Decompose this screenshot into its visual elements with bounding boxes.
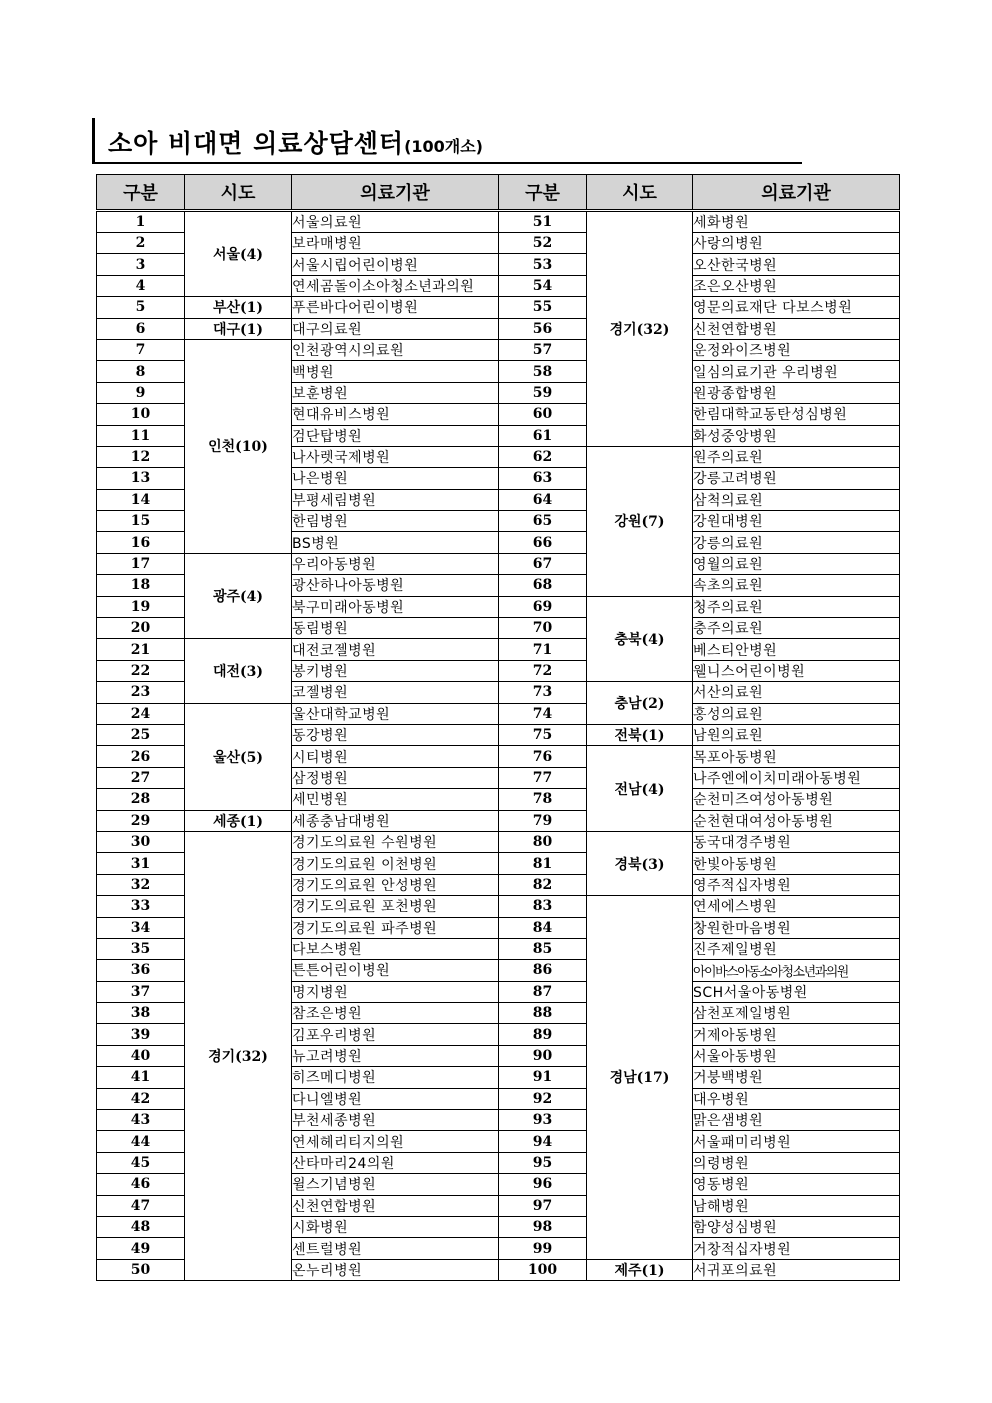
title-block bbox=[92, 118, 802, 164]
header-region-right: 시도 bbox=[587, 175, 693, 211]
header-hospital-left: 의료기관 bbox=[292, 175, 499, 211]
hospital-name: 우리아동병원 bbox=[292, 553, 499, 574]
row-number: 14 bbox=[97, 489, 185, 510]
row-number: 37 bbox=[97, 981, 185, 1002]
hospital-name: 화성중앙병원 bbox=[693, 425, 900, 446]
hospital-name: 속초의료원 bbox=[693, 575, 900, 596]
hospital-name: 오산한국병원 bbox=[693, 254, 900, 275]
row-number: 46 bbox=[97, 1174, 185, 1195]
row-number: 38 bbox=[97, 1003, 185, 1024]
hospital-name: 동림병원 bbox=[292, 618, 499, 639]
row-number: 13 bbox=[97, 468, 185, 489]
hospital-name: 경기도의료원 안성병원 bbox=[292, 874, 499, 895]
row-number: 96 bbox=[499, 1174, 587, 1195]
row-number: 81 bbox=[499, 853, 587, 874]
row-number: 84 bbox=[499, 917, 587, 938]
hospital-name: 서울시립어린이병원 bbox=[292, 254, 499, 275]
row-number: 89 bbox=[499, 1024, 587, 1045]
region-cell: 충남(2) bbox=[587, 682, 693, 725]
row-number: 42 bbox=[97, 1088, 185, 1109]
row-number: 82 bbox=[499, 874, 587, 895]
hospital-name: 다니엘병원 bbox=[292, 1088, 499, 1109]
hospital-name: 삼척의료원 bbox=[693, 489, 900, 510]
row-number: 91 bbox=[499, 1067, 587, 1088]
region-cell: 경북(3) bbox=[587, 831, 693, 895]
hospital-name: BS병원 bbox=[292, 532, 499, 553]
hospital-name: 튼튼어린이병원 bbox=[292, 960, 499, 981]
row-number: 34 bbox=[97, 917, 185, 938]
hospital-name: 시티병원 bbox=[292, 746, 499, 767]
hospital-table bbox=[96, 174, 900, 1281]
hospital-name: 서울아동병원 bbox=[693, 1045, 900, 1066]
row-number: 78 bbox=[499, 789, 587, 810]
hospital-name: 남해병원 bbox=[693, 1195, 900, 1216]
hospital-name: 북구미래아동병원 bbox=[292, 596, 499, 617]
page-title-count: (100개소) bbox=[404, 137, 483, 156]
row-number: 17 bbox=[97, 553, 185, 574]
row-number: 53 bbox=[499, 254, 587, 275]
row-number: 33 bbox=[97, 896, 185, 917]
row-number: 76 bbox=[499, 746, 587, 767]
hospital-name: 광산하나아동병원 bbox=[292, 575, 499, 596]
hospital-name: 서울패미리병원 bbox=[693, 1131, 900, 1152]
row-number: 12 bbox=[97, 446, 185, 467]
row-number: 43 bbox=[97, 1110, 185, 1131]
hospital-name: 충주의료원 bbox=[693, 618, 900, 639]
hospital-name: 아이바스아동소아청소년과의원 bbox=[693, 960, 900, 981]
region-cell: 강원(7) bbox=[587, 446, 693, 596]
region-cell: 대전(3) bbox=[185, 639, 292, 703]
hospital-name: 신천연합병원 bbox=[693, 318, 900, 339]
row-number: 100 bbox=[499, 1259, 587, 1280]
region-cell: 충북(4) bbox=[587, 596, 693, 682]
hospital-name: 동강병원 bbox=[292, 724, 499, 745]
row-number: 1 bbox=[97, 211, 185, 233]
hospital-name: 보라매병원 bbox=[292, 233, 499, 254]
row-number: 9 bbox=[97, 382, 185, 403]
row-number: 79 bbox=[499, 810, 587, 831]
hospital-name: 목포아동병원 bbox=[693, 746, 900, 767]
hospital-name: 한림대학교동탄성심병원 bbox=[693, 404, 900, 425]
hospital-name: 산타마리24의원 bbox=[292, 1152, 499, 1173]
region-cell: 경기(32) bbox=[185, 831, 292, 1280]
table-row bbox=[97, 810, 900, 831]
row-number: 4 bbox=[97, 275, 185, 296]
hospital-name: 윌스기념병원 bbox=[292, 1174, 499, 1195]
row-number: 44 bbox=[97, 1131, 185, 1152]
hospital-name: 사랑의병원 bbox=[693, 233, 900, 254]
hospital-name: 연세헤리티지의원 bbox=[292, 1131, 499, 1152]
row-number: 35 bbox=[97, 938, 185, 959]
region-cell: 서울(4) bbox=[185, 211, 292, 297]
hospital-name: 대전코젤병원 bbox=[292, 639, 499, 660]
hospital-name: SCH서울아동병원 bbox=[693, 981, 900, 1002]
table-row bbox=[97, 639, 900, 660]
row-number: 16 bbox=[97, 532, 185, 553]
row-number: 62 bbox=[499, 446, 587, 467]
row-number: 87 bbox=[499, 981, 587, 1002]
hospital-name: 히즈메디병원 bbox=[292, 1067, 499, 1088]
table-row bbox=[97, 339, 900, 360]
hospital-name: 운정와이즈병원 bbox=[693, 339, 900, 360]
row-number: 3 bbox=[97, 254, 185, 275]
region-cell: 세종(1) bbox=[185, 810, 292, 831]
hospital-name: 청주의료원 bbox=[693, 596, 900, 617]
row-number: 51 bbox=[499, 211, 587, 233]
hospital-name: 영문의료재단 다보스병원 bbox=[693, 297, 900, 318]
hospital-name: 세민병원 bbox=[292, 789, 499, 810]
row-number: 61 bbox=[499, 425, 587, 446]
hospital-name: 진주제일병원 bbox=[693, 938, 900, 959]
row-number: 21 bbox=[97, 639, 185, 660]
row-number: 18 bbox=[97, 575, 185, 596]
row-number: 68 bbox=[499, 575, 587, 596]
hospital-name: 푸른바다어린이병원 bbox=[292, 297, 499, 318]
hospital-name: 경기도의료원 포천병원 bbox=[292, 896, 499, 917]
hospital-name: 서울의료원 bbox=[292, 211, 499, 233]
hospital-name: 강릉고려병원 bbox=[693, 468, 900, 489]
hospital-name: 경기도의료원 이천병원 bbox=[292, 853, 499, 874]
row-number: 28 bbox=[97, 789, 185, 810]
row-number: 31 bbox=[97, 853, 185, 874]
hospital-name: 참조은병원 bbox=[292, 1003, 499, 1024]
row-number: 48 bbox=[97, 1216, 185, 1237]
hospital-name: 대우병원 bbox=[693, 1088, 900, 1109]
hospital-name: 세화병원 bbox=[693, 211, 900, 233]
row-number: 27 bbox=[97, 767, 185, 788]
row-number: 69 bbox=[499, 596, 587, 617]
row-number: 90 bbox=[499, 1045, 587, 1066]
hospital-name: 거제아동병원 bbox=[693, 1024, 900, 1045]
row-number: 25 bbox=[97, 724, 185, 745]
header-region-left: 시도 bbox=[185, 175, 292, 211]
row-number: 10 bbox=[97, 404, 185, 425]
row-number: 50 bbox=[97, 1259, 185, 1280]
row-number: 36 bbox=[97, 960, 185, 981]
hospital-name: 센트럴병원 bbox=[292, 1238, 499, 1259]
row-number: 83 bbox=[499, 896, 587, 917]
hospital-name: 대구의료원 bbox=[292, 318, 499, 339]
page-title bbox=[108, 124, 483, 160]
region-cell: 광주(4) bbox=[185, 553, 292, 639]
page-title-main: 소아 비대면 의료상담센터 bbox=[108, 129, 405, 158]
row-number: 52 bbox=[499, 233, 587, 254]
row-number: 77 bbox=[499, 767, 587, 788]
row-number: 20 bbox=[97, 618, 185, 639]
row-number: 63 bbox=[499, 468, 587, 489]
hospital-name: 다보스병원 bbox=[292, 938, 499, 959]
row-number: 54 bbox=[499, 275, 587, 296]
hospital-name: 한림병원 bbox=[292, 511, 499, 532]
hospital-name: 코젤병원 bbox=[292, 682, 499, 703]
table-row bbox=[97, 318, 900, 339]
row-number: 40 bbox=[97, 1045, 185, 1066]
row-number: 19 bbox=[97, 596, 185, 617]
row-number: 47 bbox=[97, 1195, 185, 1216]
hospital-name: 신천연합병원 bbox=[292, 1195, 499, 1216]
hospital-name: 서귀포의료원 bbox=[693, 1259, 900, 1280]
region-cell: 대구(1) bbox=[185, 318, 292, 339]
hospital-name: 세종충남대병원 bbox=[292, 810, 499, 831]
row-number: 24 bbox=[97, 703, 185, 724]
hospital-name: 경기도의료원 파주병원 bbox=[292, 917, 499, 938]
hospital-name: 동국대경주병원 bbox=[693, 831, 900, 852]
region-cell: 전남(4) bbox=[587, 746, 693, 832]
hospital-name: 영월의료원 bbox=[693, 553, 900, 574]
hospital-name: 부천세종병원 bbox=[292, 1110, 499, 1131]
table-row bbox=[97, 553, 900, 574]
row-number: 39 bbox=[97, 1024, 185, 1045]
row-number: 97 bbox=[499, 1195, 587, 1216]
hospital-name: 강원대병원 bbox=[693, 511, 900, 532]
hospital-name: 거창적십자병원 bbox=[693, 1238, 900, 1259]
row-number: 8 bbox=[97, 361, 185, 382]
row-number: 32 bbox=[97, 874, 185, 895]
title-underline bbox=[92, 162, 802, 164]
row-number: 72 bbox=[499, 660, 587, 681]
region-cell: 경기(32) bbox=[587, 211, 693, 447]
hospital-name: 나은병원 bbox=[292, 468, 499, 489]
row-number: 74 bbox=[499, 703, 587, 724]
hospital-name: 거붕백병원 bbox=[693, 1067, 900, 1088]
region-cell: 울산(5) bbox=[185, 703, 292, 810]
row-number: 49 bbox=[97, 1238, 185, 1259]
row-number: 88 bbox=[499, 1003, 587, 1024]
row-number: 99 bbox=[499, 1238, 587, 1259]
hospital-name: 홍성의료원 bbox=[693, 703, 900, 724]
header-number-right: 구분 bbox=[499, 175, 587, 211]
header-number-left: 구분 bbox=[97, 175, 185, 211]
hospital-name: 맑은샘병원 bbox=[693, 1110, 900, 1131]
hospital-name: 삼정병원 bbox=[292, 767, 499, 788]
row-number: 70 bbox=[499, 618, 587, 639]
row-number: 2 bbox=[97, 233, 185, 254]
hospital-name: 김포우리병원 bbox=[292, 1024, 499, 1045]
row-number: 7 bbox=[97, 339, 185, 360]
hospital-name: 한빛아동병원 bbox=[693, 853, 900, 874]
row-number: 26 bbox=[97, 746, 185, 767]
row-number: 56 bbox=[499, 318, 587, 339]
row-number: 30 bbox=[97, 831, 185, 852]
hospital-name: 경기도의료원 수원병원 bbox=[292, 831, 499, 852]
table-body bbox=[97, 211, 900, 1281]
hospital-name: 순천현대여성아동병원 bbox=[693, 810, 900, 831]
title-accent-bar bbox=[92, 118, 95, 164]
row-number: 64 bbox=[499, 489, 587, 510]
row-number: 65 bbox=[499, 511, 587, 532]
hospital-name: 영동병원 bbox=[693, 1174, 900, 1195]
row-number: 11 bbox=[97, 425, 185, 446]
hospital-name: 온누리병원 bbox=[292, 1259, 499, 1280]
row-number: 22 bbox=[97, 660, 185, 681]
row-number: 95 bbox=[499, 1152, 587, 1173]
row-number: 55 bbox=[499, 297, 587, 318]
table-row bbox=[97, 703, 900, 724]
row-number: 75 bbox=[499, 724, 587, 745]
row-number: 98 bbox=[499, 1216, 587, 1237]
hospital-name: 나주엔에이치미래아동병원 bbox=[693, 767, 900, 788]
hospital-name: 뉴고려병원 bbox=[292, 1045, 499, 1066]
row-number: 60 bbox=[499, 404, 587, 425]
region-cell: 전북(1) bbox=[587, 724, 693, 745]
row-number: 92 bbox=[499, 1088, 587, 1109]
hospital-name: 남원의료원 bbox=[693, 724, 900, 745]
hospital-name: 연세곰돌이소아청소년과의원 bbox=[292, 275, 499, 296]
row-number: 15 bbox=[97, 511, 185, 532]
hospital-name: 서산의료원 bbox=[693, 682, 900, 703]
hospital-name: 원광종합병원 bbox=[693, 382, 900, 403]
row-number: 85 bbox=[499, 938, 587, 959]
row-number: 71 bbox=[499, 639, 587, 660]
hospital-name: 삼천포제일병원 bbox=[693, 1003, 900, 1024]
row-number: 57 bbox=[499, 339, 587, 360]
hospital-name: 영주적십자병원 bbox=[693, 874, 900, 895]
table-row bbox=[97, 831, 900, 852]
hospital-name: 울산대학교병원 bbox=[292, 703, 499, 724]
row-number: 6 bbox=[97, 318, 185, 339]
table-row bbox=[97, 211, 900, 233]
hospital-name: 순천미즈여성아동병원 bbox=[693, 789, 900, 810]
row-number: 66 bbox=[499, 532, 587, 553]
hospital-name: 의령병원 bbox=[693, 1152, 900, 1173]
hospital-name: 강릉의료원 bbox=[693, 532, 900, 553]
row-number: 86 bbox=[499, 960, 587, 981]
hospital-name: 웰니스어린이병원 bbox=[693, 660, 900, 681]
hospital-name: 일심의료기관 우리병원 bbox=[693, 361, 900, 382]
hospital-name: 창원한마음병원 bbox=[693, 917, 900, 938]
hospital-name: 인천광역시의료원 bbox=[292, 339, 499, 360]
hospital-name: 조은오산병원 bbox=[693, 275, 900, 296]
region-cell: 경남(17) bbox=[587, 896, 693, 1260]
row-number: 93 bbox=[499, 1110, 587, 1131]
hospital-name: 원주의료원 bbox=[693, 446, 900, 467]
row-number: 59 bbox=[499, 382, 587, 403]
hospital-name: 현대유비스병원 bbox=[292, 404, 499, 425]
hospital-name: 나사렛국제병원 bbox=[292, 446, 499, 467]
row-number: 94 bbox=[499, 1131, 587, 1152]
hospital-name: 함양성심병원 bbox=[693, 1216, 900, 1237]
hospital-name: 부평세림병원 bbox=[292, 489, 499, 510]
table-header-row bbox=[97, 175, 900, 211]
hospital-name: 명지병원 bbox=[292, 981, 499, 1002]
row-number: 41 bbox=[97, 1067, 185, 1088]
table-row bbox=[97, 297, 900, 318]
hospital-name: 백병원 bbox=[292, 361, 499, 382]
hospital-name: 보훈병원 bbox=[292, 382, 499, 403]
hospital-name: 검단탑병원 bbox=[292, 425, 499, 446]
region-cell: 인천(10) bbox=[185, 339, 292, 553]
hospital-name: 연세에스병원 bbox=[693, 896, 900, 917]
row-number: 23 bbox=[97, 682, 185, 703]
row-number: 67 bbox=[499, 553, 587, 574]
hospital-name: 봉키병원 bbox=[292, 660, 499, 681]
row-number: 45 bbox=[97, 1152, 185, 1173]
row-number: 73 bbox=[499, 682, 587, 703]
row-number: 80 bbox=[499, 831, 587, 852]
row-number: 5 bbox=[97, 297, 185, 318]
row-number: 29 bbox=[97, 810, 185, 831]
header-hospital-right: 의료기관 bbox=[693, 175, 900, 211]
hospital-name: 시화병원 bbox=[292, 1216, 499, 1237]
hospital-name: 베스티안병원 bbox=[693, 639, 900, 660]
region-cell: 부산(1) bbox=[185, 297, 292, 318]
region-cell: 제주(1) bbox=[587, 1259, 693, 1280]
row-number: 58 bbox=[499, 361, 587, 382]
